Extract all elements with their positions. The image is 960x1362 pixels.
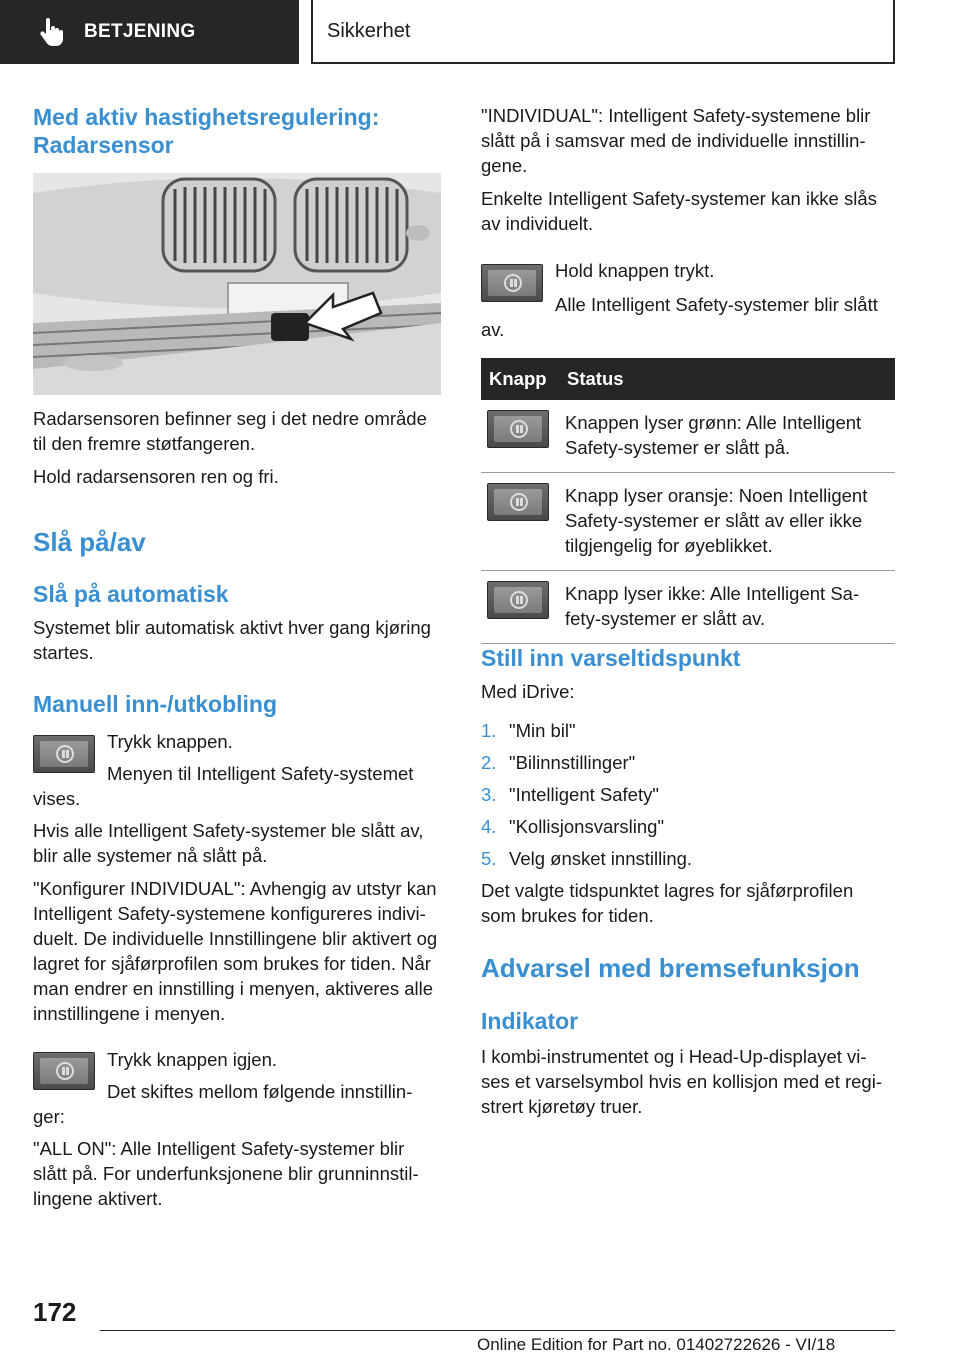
radar-clean-text: Hold radarsensoren ren og fri. [33, 466, 279, 487]
all-on-text: "ALL ON": Alle Intelligent Safety-systemer blir slått på. For underfunksjonene blir grunninnstil- lingene aktivert. [33, 1138, 419, 1209]
button-orange-image [487, 483, 549, 521]
list-item: 2. "Bilinnstillinger" [481, 752, 636, 773]
press-button-text: Trykk knappen. [107, 731, 233, 752]
intelligent-safety-icon [510, 591, 528, 609]
intelligent-safety-button-image-3 [481, 264, 543, 302]
footer-edition: Online Edition for Part no. 01402722626 - VI/18 [477, 1335, 836, 1354]
list-item: 1. "Min bil" [481, 720, 576, 741]
page-number: 172 [33, 1297, 77, 1327]
switch-text-2: ger: [33, 1106, 65, 1127]
list-item: 5. Velg ønsket innstilling. [481, 848, 693, 869]
heading-on-off: Slå på/av [33, 527, 146, 557]
saved-text: Det valgte tidspunktet lagres for sjåførprofilen som brukes for tiden. [481, 880, 854, 926]
button-off-image [487, 581, 549, 619]
heading-indicator: Indikator [481, 1008, 579, 1034]
press-again-text: Trykk knappen igjen. [107, 1049, 278, 1070]
intelligent-safety-icon [504, 274, 522, 292]
switch-text-1: Det skiftes mellom følgende innstillin- [107, 1081, 413, 1102]
table-header-button: Knapp [481, 358, 559, 400]
indicator-text: I kombi-instrumentet og i Head-Up-displayet vi- ses et varselsymbol hvis en kollisjon med et regi- strert kjøretøy truer. [481, 1046, 882, 1117]
heading-radar: Med aktiv hastighetsregulering: Radarsensor [33, 104, 380, 158]
all-off-text-2: av. [481, 319, 505, 340]
intelligent-safety-button-image [33, 735, 95, 773]
header-chapter-box [311, 0, 895, 64]
footer-divider [100, 1330, 895, 1331]
all-off-text-1: Alle Intelligent Safety-systemer blir slått [555, 294, 878, 315]
button-status-table [481, 358, 895, 644]
radar-sensor-illustration [33, 173, 441, 395]
table-row [481, 473, 895, 571]
header-section-tab [0, 0, 299, 64]
status-green: Knappen lyser grønn: Alle Intelligent Safety-systemer er slått på. [559, 400, 895, 473]
heading-warning-time: Still inn varseltidspunkt [481, 645, 741, 671]
menu-shown-text-2: vises. [33, 788, 81, 809]
list-item: 4. "Kollisjonsvarsling" [481, 816, 665, 837]
hold-button-text: Hold knappen trykt. [555, 260, 715, 281]
intelligent-safety-icon [510, 493, 528, 511]
header-section-title: BETJENING [84, 21, 196, 42]
individual-text: "INDIVIDUAL": Intelligent Safety-systemene blir slått på i samsvar med de individuelle innstillin- gene. [481, 105, 871, 176]
table-row [481, 571, 895, 644]
intelligent-safety-icon [56, 1062, 74, 1080]
heading-manual: Manuell inn-/utkobling [33, 691, 278, 717]
header-chapter-title: Sikkerhet [327, 19, 411, 42]
idrive-text: Med iDrive: [481, 681, 575, 702]
hand-pointer-icon [36, 17, 66, 47]
heading-brake-warning: Advarsel med bremsefunksjon [481, 953, 860, 983]
status-off: Knapp lyser ikke: Alle Intelligent Sa- fety-systemer er slått av. [559, 571, 895, 644]
table-header-status: Status [559, 358, 895, 400]
table-header-row [481, 358, 895, 400]
auto-on-text: Systemet blir automatisk aktivt hver gang kjøring startes. [33, 617, 431, 663]
intelligent-safety-button-image-2 [33, 1052, 95, 1090]
intelligent-safety-icon [510, 420, 528, 438]
radar-location-text: Radarsensoren befinner seg i det nedre område til den fremre støtfangeren. [33, 408, 427, 454]
list-item: 3. "Intelligent Safety" [481, 784, 659, 805]
heading-auto-on: Slå på automatisk [33, 581, 229, 607]
status-orange: Knapp lyser oransje: Noen Intelligent Safety-systemer er slått av eller ikke tilgjengelig for øyeblikket. [559, 473, 895, 571]
menu-shown-text-1: Menyen til Intelligent Safety-systemet [107, 763, 414, 784]
intelligent-safety-icon [56, 745, 74, 763]
table-row [481, 400, 895, 473]
configure-text: "Konfigurer INDIVIDUAL": Avhengig av utstyr kan Intelligent Safety-systemene konfigureres indivi- duelt. De individuelle Innstillingene blir aktivert og lagret for sjåførprofilen som brukes for tiden. Når man endrer en innstilling i menyen, aktiveres alle innstillingene i menyen. [33, 878, 438, 1024]
some-systems-text: Enkelte Intelligent Safety-systemer kan ikke slås av individuelt. [481, 188, 877, 234]
button-green-image [487, 410, 549, 448]
all-off-text: Hvis alle Intelligent Safety-systemer ble slått av, blir alle systemer nå slått på. [33, 820, 424, 866]
